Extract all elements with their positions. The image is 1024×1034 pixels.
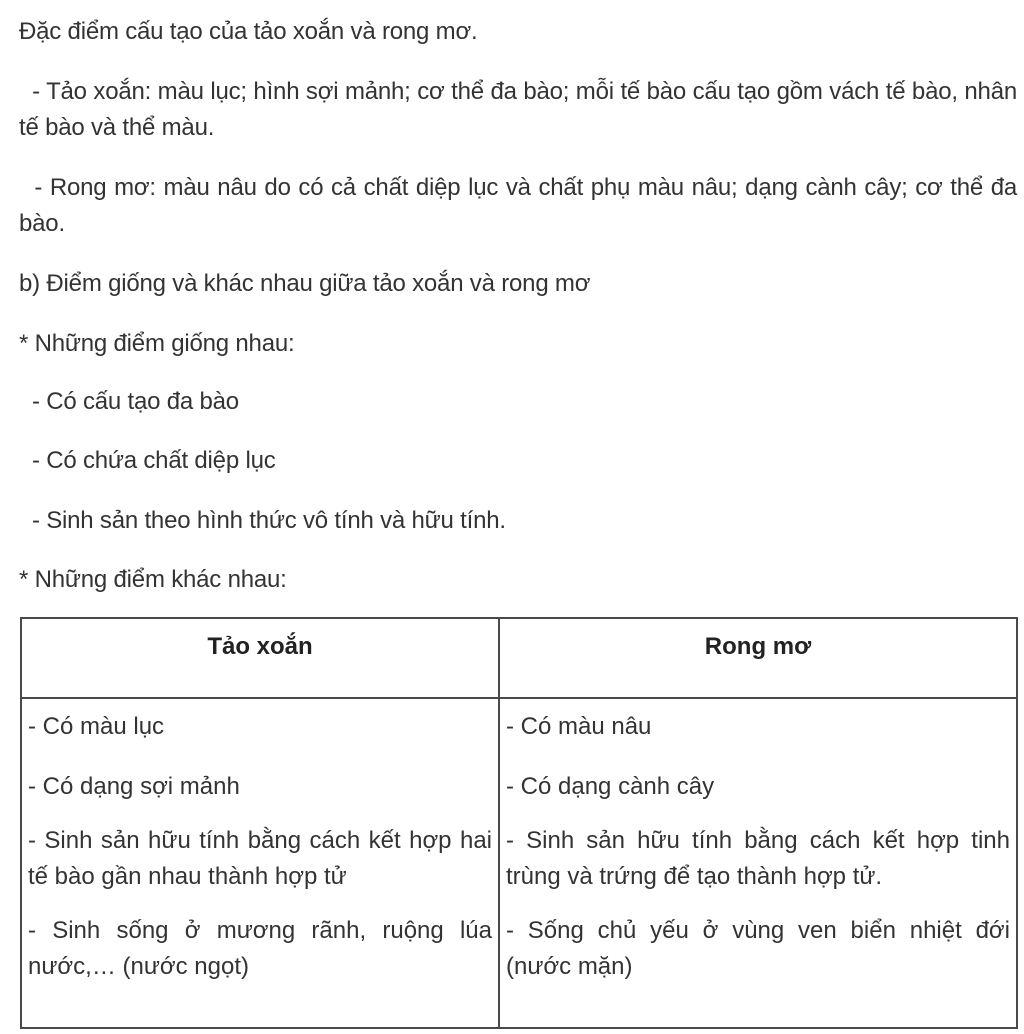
different-heading: * Những điểm khác nhau: bbox=[19, 566, 287, 593]
tao-xoan-color: - Có màu lục bbox=[28, 713, 165, 740]
similar-item-1: - Có cấu tạo đa bào bbox=[19, 388, 239, 415]
header-rong-mo: Rong mơ bbox=[499, 618, 1017, 698]
section-b-heading: b) Điểm giống và khác nhau giữa tảo xoắn và rong mơ bbox=[19, 270, 591, 297]
tao-xoan-shape: - Có dạng sợi mảnh bbox=[28, 773, 240, 800]
rong-mo-habitat: - Sống chủ yếu ở vùng ven biển nhiệt đới (nước mặn) bbox=[506, 917, 1010, 980]
tao-xoan-cell bbox=[21, 698, 499, 1028]
rong-mo-reproduction: - Sinh sản hữu tính bằng cách kết hợp tinh trùng và trứng để tạo thành hợp tử. bbox=[506, 827, 1010, 890]
tao-xoan-paragraph: - Tảo xoắn: màu lục; hình sợi mảnh; cơ thể đa bào; mỗi tế bào cấu tạo gồm vách tế bào, nhân tế bào và thể màu. bbox=[19, 78, 1024, 141]
similar-item-2: - Có chứa chất diệp lục bbox=[19, 447, 276, 474]
tao-xoan-habitat: - Sinh sống ở mương rãnh, ruộng lúa nước,… (nước ngọt) bbox=[28, 917, 492, 980]
similar-item-3: - Sinh sản theo hình thức vô tính và hữu tính. bbox=[19, 507, 506, 534]
table-header-row bbox=[21, 618, 1017, 698]
tao-xoan-reproduction: - Sinh sản hữu tính bằng cách kết hợp hai tế bào gần nhau thành hợp tử bbox=[28, 827, 492, 890]
rong-mo-color: - Có màu nâu bbox=[506, 713, 652, 740]
rong-mo-shape: - Có dạng cành cây bbox=[506, 773, 715, 800]
rong-mo-paragraph: - Rong mơ: màu nâu do có cả chất diệp lục và chất phụ màu nâu; dạng cành cây; cơ thể đa bào. bbox=[19, 174, 1024, 237]
table-row bbox=[21, 698, 1017, 1028]
intro-paragraph: Đặc điểm cấu tạo của tảo xoắn và rong mơ. bbox=[19, 18, 478, 45]
comparison-table bbox=[20, 617, 1018, 1029]
similar-heading: * Những điểm giống nhau: bbox=[19, 330, 295, 357]
header-tao-xoan: Tảo xoắn bbox=[21, 618, 499, 698]
rong-mo-cell bbox=[499, 698, 1017, 1028]
